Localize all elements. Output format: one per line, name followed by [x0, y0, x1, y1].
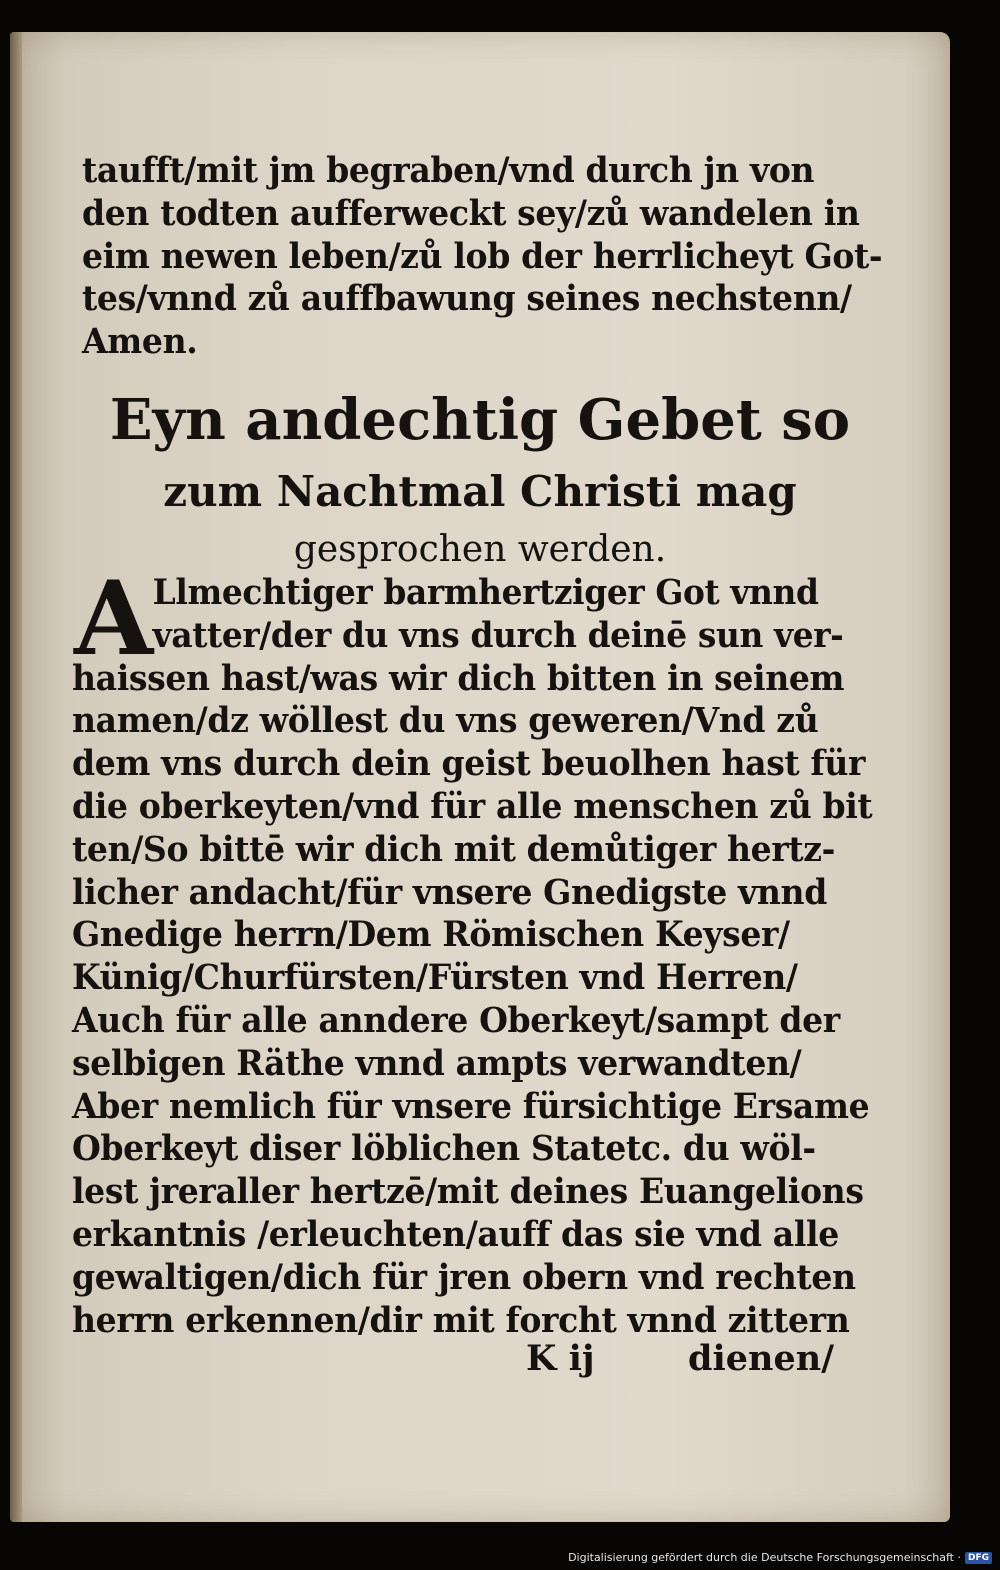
text-line: den todten aufferweckt sey/zů wandelen in	[82, 192, 860, 234]
heading-line-3: gesprochen werden.	[293, 529, 667, 570]
text-line: die oberkeyten/vnd für alle menschen zů bit	[72, 785, 873, 827]
heading-line-2: zum Nachtmal Christi mag	[163, 467, 797, 516]
text-line: tes/vnnd zů auffbawung seines nechstenn/	[82, 278, 852, 320]
prayer-text-block	[72, 572, 919, 1342]
text-line: gewaltigen/dich für jren obern vnd rechten	[72, 1256, 856, 1298]
text-line: Amen.	[82, 321, 198, 363]
text-line: erkantnis /erleuchten/auff das sie vnd alle	[72, 1213, 839, 1255]
text-line: ten/So bittē wir dich mit demůtiger hertz-	[72, 828, 836, 870]
book-page	[10, 32, 950, 1522]
text-line: Künig/Churfürsten/Fürsten vnd Herren/	[72, 957, 798, 999]
heading-line-1: Eyn andechtig Gebet so	[109, 387, 851, 453]
text-line: Auch für alle anndere Oberkeyt/sampt der	[72, 999, 840, 1041]
text-line: Llmechtiger barmhertziger Got vnnd	[152, 572, 819, 613]
signature-mark: K ij	[526, 1338, 595, 1379]
text-line: haissen hast/was wir dich bitten in seinem	[72, 657, 845, 699]
text-line: selbigen Räthe vnnd ampts verwandten/	[72, 1042, 802, 1084]
top-text-block	[82, 150, 929, 364]
text-line: herrn erkennen/dir mit forcht vnnd zittern	[72, 1299, 850, 1341]
text-line: licher andacht/für vnsere Gnedigste vnnd	[72, 871, 827, 913]
text-line: namen/dz wöllest du vns geweren/Vnd zů	[72, 700, 819, 742]
page-spine-edge	[10, 32, 22, 1522]
text-line: Oberkeyt diser löblichen Statetc. du wöl-	[72, 1128, 816, 1170]
text-line: Gnedige herrn/Dem Römischen Keyser/	[72, 914, 790, 956]
initial-capital: A	[74, 559, 154, 679]
text-line: taufft/mit jm begraben/vnd durch jn von	[82, 150, 815, 191]
dfg-logo-icon: DFG	[965, 1552, 992, 1564]
catchword: dienen/	[688, 1338, 834, 1379]
text-line: dem vns durch dein geist beuolhen hast für	[72, 743, 866, 785]
text-line: eim newen leben/zů lob der herrlicheyt Got-	[82, 235, 883, 277]
text-line: vatter/der du vns durch deinē sun ver-	[152, 614, 844, 656]
text-line: lest jreraller hertzē/mit deines Euangelions	[72, 1171, 864, 1213]
credit-text: Digitalisierung gefördert durch die Deutsche Forschungsgemeinschaft ·	[568, 1551, 961, 1564]
text-line: Aber nemlich für vnsere fürsichtige Ersame	[72, 1085, 870, 1127]
digitization-credit	[568, 1551, 992, 1564]
